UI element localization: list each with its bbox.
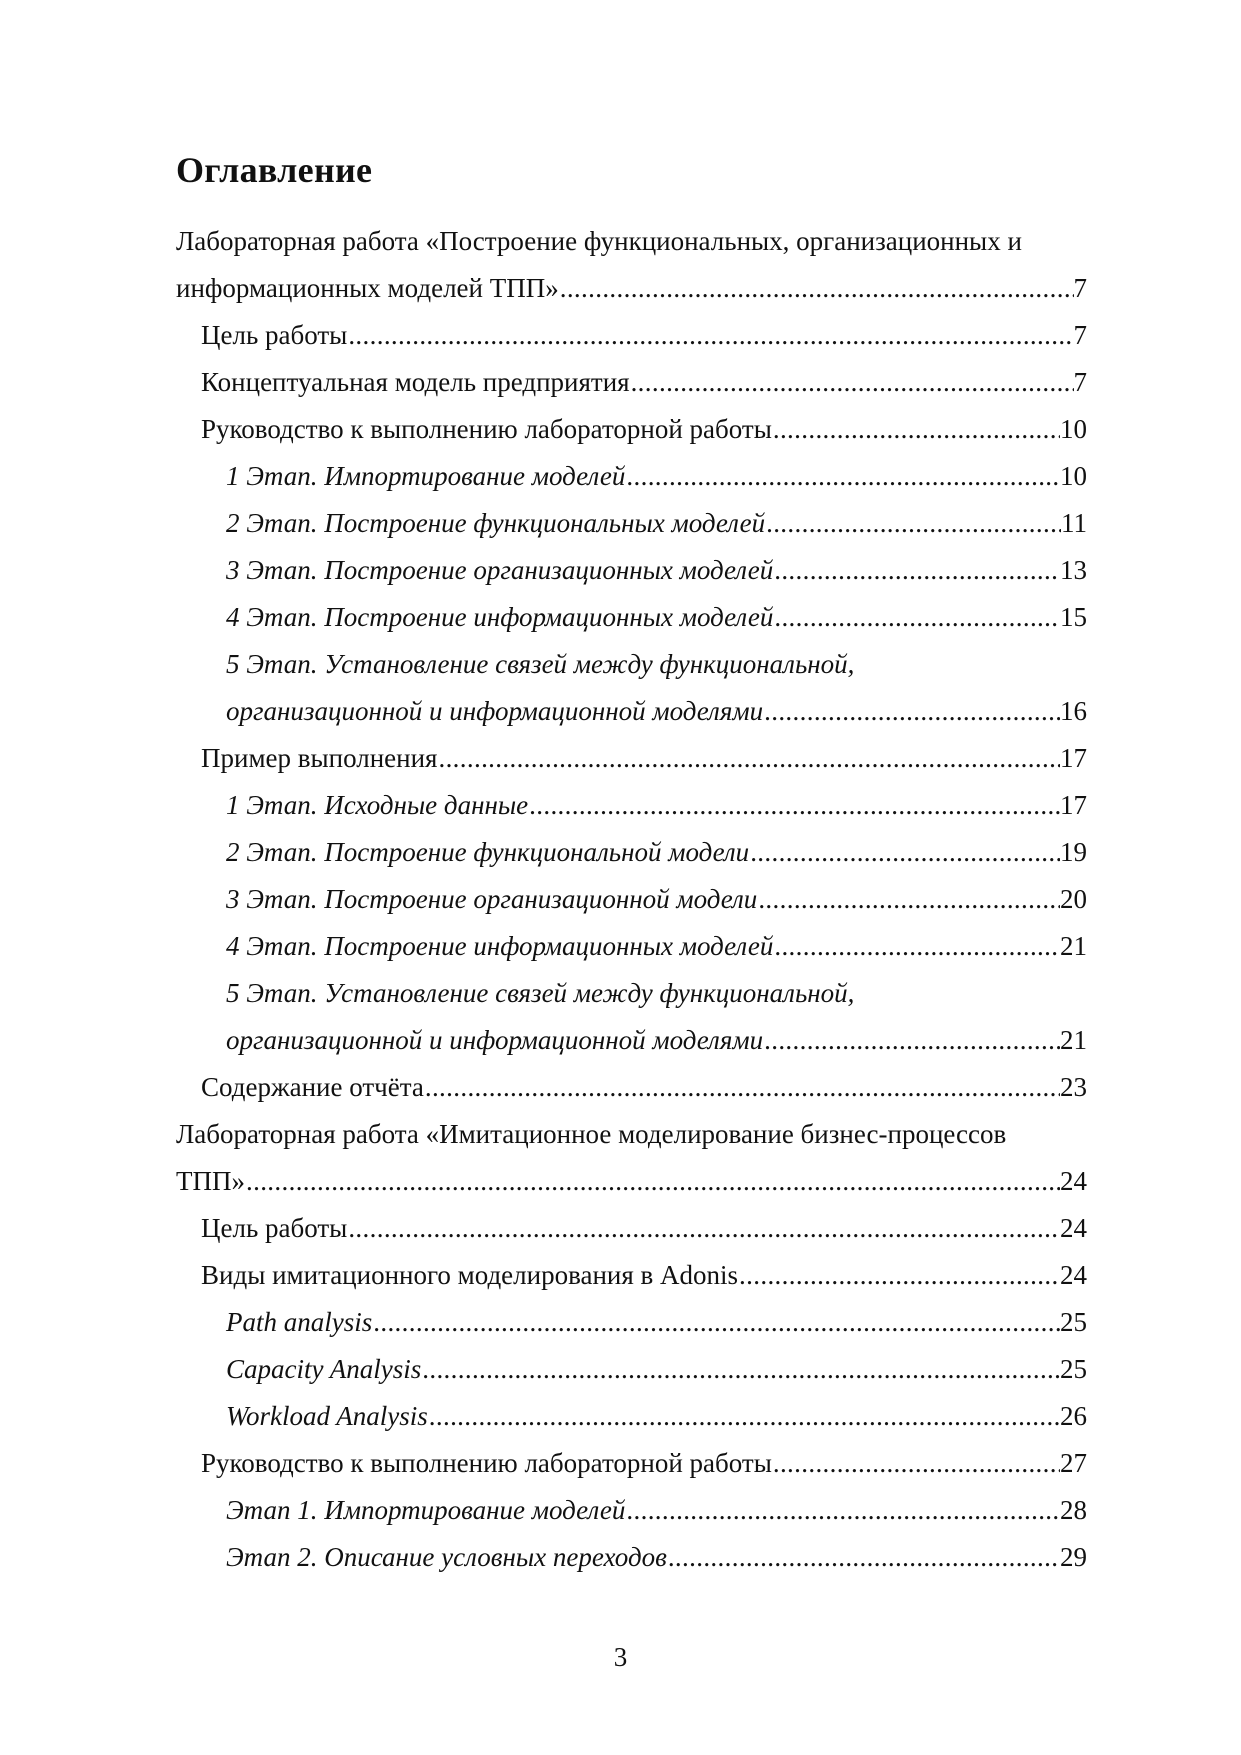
toc-entry[interactable]: [176, 453, 1087, 500]
toc-page-number: 21: [1060, 1025, 1087, 1055]
dot-leader: [559, 265, 1074, 312]
toc-page-number: 28: [1060, 1495, 1087, 1525]
dot-leader: [772, 406, 1060, 453]
table-of-contents: [176, 218, 1087, 1581]
toc-entry[interactable]: [176, 218, 1087, 312]
toc-entry-line: [201, 1252, 1087, 1299]
dot-leader: [421, 1346, 1060, 1393]
dot-leader: [773, 923, 1060, 970]
toc-page-number: 24: [1060, 1213, 1087, 1243]
toc-entry-text-line: Лабораторная работа «Имитационное моделирование бизнес-процессов: [176, 1119, 1007, 1149]
toc-entry[interactable]: [176, 1487, 1087, 1534]
toc-entry[interactable]: [176, 970, 1087, 1064]
toc-page-number: 29: [1060, 1542, 1087, 1572]
toc-page-number: 27: [1060, 1448, 1087, 1478]
toc-entry-line: [176, 265, 1087, 312]
toc-entry-text: 2 Этап. Построение функциональных моделей: [226, 508, 766, 538]
dot-leader: [347, 1205, 1060, 1252]
toc-page-number: 17: [1060, 743, 1087, 773]
toc-entry[interactable]: [176, 406, 1087, 453]
toc-entry-line: [226, 923, 1087, 970]
toc-entry-text: Пример выполнения: [201, 743, 438, 773]
toc-entry-text-line: 5 Этап. Установление связей между функциональной,: [226, 978, 855, 1008]
toc-entry-line: [226, 1017, 1087, 1064]
toc-page-number: 25: [1060, 1354, 1087, 1384]
toc-entry-text: ТПП»: [176, 1166, 245, 1196]
toc-entry-text: 1 Этап. Исходные данные: [226, 790, 529, 820]
toc-entry[interactable]: [176, 735, 1087, 782]
dot-leader: [528, 782, 1060, 829]
toc-entry-line: [201, 1440, 1087, 1487]
dot-leader: [667, 1534, 1060, 1581]
toc-entry-text-line: 5 Этап. Установление связей между функциональной,: [226, 649, 855, 679]
toc-entry-line: [226, 453, 1087, 500]
toc-entry-text: Цель работы: [201, 320, 348, 350]
toc-entry-line: [226, 1346, 1087, 1393]
toc-entry[interactable]: [176, 594, 1087, 641]
toc-page-number: 7: [1073, 320, 1087, 350]
toc-entry-line: [226, 594, 1087, 641]
toc-heading: Оглавление: [176, 150, 373, 190]
dot-leader: [428, 1393, 1060, 1440]
toc-entry-text: 3 Этап. Построение организационной модели: [226, 884, 758, 914]
dot-leader: [372, 1299, 1060, 1346]
dot-leader: [437, 735, 1060, 782]
toc-entry-text: Этап 1. Импортирование моделей: [226, 1495, 626, 1525]
toc-entry-text: Path analysis: [226, 1307, 373, 1337]
toc-entry-line: [226, 1487, 1087, 1534]
toc-page-number: 7: [1073, 367, 1087, 397]
dot-leader: [630, 359, 1074, 406]
toc-entry-text: 3 Этап. Построение организационных моделей: [226, 555, 774, 585]
dot-leader: [773, 594, 1060, 641]
toc-page-number: 26: [1060, 1401, 1087, 1431]
toc-entry[interactable]: [176, 1205, 1087, 1252]
toc-entry-text: Этап 2. Описание условных переходов: [226, 1542, 667, 1572]
toc-entry[interactable]: [176, 547, 1087, 594]
toc-entry-text: 4 Этап. Построение информационных моделей: [226, 931, 774, 961]
toc-page-number: 7: [1073, 273, 1087, 303]
toc-page-number: 19: [1060, 837, 1087, 867]
toc-entry-text: организационной и информационной моделями: [226, 1025, 764, 1055]
toc-entry-text: Концептуальная модель предприятия: [201, 367, 630, 397]
toc-entry[interactable]: [176, 829, 1087, 876]
toc-entry-text: Capacity Analysis: [226, 1354, 422, 1384]
toc-page-number: 16: [1060, 696, 1087, 726]
toc-entry-line: [226, 688, 1087, 735]
toc-entry-line: [201, 1064, 1087, 1111]
toc-page-number: 13: [1060, 555, 1087, 585]
toc-entry[interactable]: [176, 1064, 1087, 1111]
toc-entry-line: [226, 547, 1087, 594]
toc-entry-line: [226, 500, 1087, 547]
toc-entry-text: 4 Этап. Построение информационных моделей: [226, 602, 774, 632]
toc-entry[interactable]: [176, 500, 1087, 547]
toc-page-number: 20: [1060, 884, 1087, 914]
dot-leader: [245, 1158, 1060, 1205]
toc-page-number: 17: [1060, 790, 1087, 820]
dot-leader: [347, 312, 1073, 359]
toc-entry[interactable]: [176, 782, 1087, 829]
toc-entry-line: [226, 876, 1087, 923]
toc-entry[interactable]: [176, 923, 1087, 970]
dot-leader: [738, 1252, 1060, 1299]
toc-entry-text: 2 Этап. Построение функциональной модели: [226, 837, 750, 867]
toc-page-number: 25: [1060, 1307, 1087, 1337]
toc-entry-text: 1 Этап. Импортирование моделей: [226, 461, 626, 491]
toc-entry[interactable]: [176, 1346, 1087, 1393]
toc-entry-text: Цель работы: [201, 1213, 348, 1243]
toc-entry-line: [201, 359, 1087, 406]
toc-entry-line: [201, 406, 1087, 453]
dot-leader: [763, 1017, 1060, 1064]
toc-page-number: 21: [1060, 931, 1087, 961]
toc-entry-line: [226, 1534, 1087, 1581]
toc-entry-line: [201, 1205, 1087, 1252]
toc-entry-text: Руководство к выполнению лабораторной работы: [201, 414, 772, 444]
toc-entry-text: Руководство к выполнению лабораторной работы: [201, 1448, 772, 1478]
dot-leader: [757, 876, 1060, 923]
toc-page-number: 10: [1060, 414, 1087, 444]
toc-entry[interactable]: [176, 1440, 1087, 1487]
toc-entry[interactable]: [176, 1393, 1087, 1440]
toc-page-number: 24: [1060, 1166, 1087, 1196]
toc-page-number: 23: [1060, 1072, 1087, 1102]
toc-entry-text: Workload Analysis: [226, 1401, 428, 1431]
toc-page-number: 15: [1060, 602, 1087, 632]
toc-entry-line: [176, 1158, 1087, 1205]
dot-leader: [625, 453, 1060, 500]
toc-entry[interactable]: [176, 312, 1087, 359]
toc-entry-line: [226, 829, 1087, 876]
dot-leader: [749, 829, 1060, 876]
dot-leader: [772, 1440, 1060, 1487]
toc-entry-text: информационных моделей ТПП»: [176, 273, 559, 303]
toc-entry-text: организационной и информационной моделями: [226, 696, 764, 726]
toc-entry[interactable]: [176, 359, 1087, 406]
toc-entry-line: [226, 1299, 1087, 1346]
toc-entry-line: [201, 312, 1087, 359]
toc-entry[interactable]: [176, 1534, 1087, 1581]
toc-entry-line: [226, 782, 1087, 829]
toc-entry[interactable]: [176, 876, 1087, 923]
dot-leader: [765, 500, 1061, 547]
toc-entry-text-line: Лабораторная работа «Построение функциональных, организационных и: [176, 226, 1022, 256]
toc-entry-text: Виды имитационного моделирования в Adonis: [201, 1260, 739, 1290]
toc-entry[interactable]: [176, 1299, 1087, 1346]
dot-leader: [773, 547, 1060, 594]
toc-page-number: 10: [1060, 461, 1087, 491]
toc-page-number: 24: [1060, 1260, 1087, 1290]
dot-leader: [763, 688, 1060, 735]
toc-page-number: 11: [1061, 508, 1087, 538]
toc-entry[interactable]: [176, 1252, 1087, 1299]
toc-entry-text: Содержание отчёта: [201, 1072, 424, 1102]
page-number: 3: [613, 1642, 628, 1672]
toc-entry[interactable]: [176, 1111, 1087, 1205]
toc-entry-line: [201, 735, 1087, 782]
dot-leader: [424, 1064, 1060, 1111]
toc-entry[interactable]: [176, 641, 1087, 735]
dot-leader: [625, 1487, 1060, 1534]
toc-entry-line: [226, 1393, 1087, 1440]
